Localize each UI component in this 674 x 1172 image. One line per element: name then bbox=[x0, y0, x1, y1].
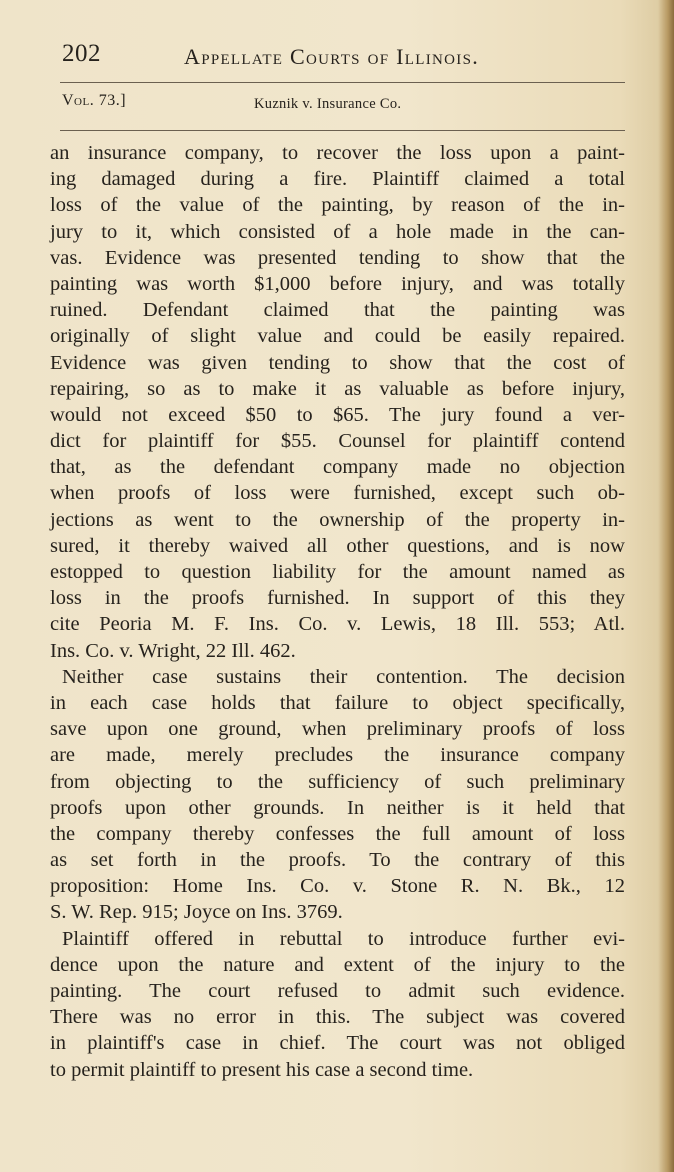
text-line: Evidence was given tending to show that the cost of bbox=[50, 351, 625, 374]
text-line: originally of slight value and could be easily repaired. bbox=[50, 325, 625, 348]
text-line: jections as went to the ownership of the property in- bbox=[50, 508, 625, 531]
text-line: vas. Evidence was presented tending to show that the bbox=[50, 246, 625, 269]
text-line: loss of the value of the painting, by reason of the in- bbox=[50, 194, 625, 217]
body-text bbox=[50, 140, 625, 1083]
running-header bbox=[62, 40, 622, 74]
text-line: the company thereby confesses the full amount of loss bbox=[50, 822, 625, 845]
text-line: ruined. Defendant claimed that the painting was bbox=[50, 299, 625, 322]
text-line: There was no error in this. The subject was covered bbox=[50, 1006, 625, 1029]
text-line: dict for plaintiff for $55. Counsel for plaintiff contend bbox=[50, 430, 625, 453]
text-line: ing damaged during a fire. Plaintiff claimed a total bbox=[50, 168, 625, 191]
text-line: proposition: Home Ins. Co. v. Stone R. N. Bk., 12 bbox=[50, 875, 625, 898]
text-line: S. W. Rep. 915; Joyce on Ins. 3769. bbox=[50, 901, 343, 924]
text-line: in each case holds that failure to object specifically, bbox=[50, 691, 625, 714]
text-line: dence upon the nature and extent of the injury to the bbox=[50, 953, 625, 976]
volume-label: Vol. 73.] bbox=[62, 92, 127, 109]
header-rule-bottom bbox=[60, 130, 625, 131]
text-line: are made, merely precludes the insurance company bbox=[50, 744, 625, 767]
text-line: sured, it thereby waived all other questions, and is now bbox=[50, 534, 625, 557]
text-line: when proofs of loss were furnished, except such ob- bbox=[50, 482, 625, 505]
text-line: loss in the proofs furnished. In support of this they bbox=[50, 587, 625, 610]
text-line: painting was worth $1,000 before injury, and was totally bbox=[50, 272, 625, 295]
text-line: to permit plaintiff to present his case a second time. bbox=[50, 1058, 474, 1081]
case-name: Kuznik v. Insurance Co. bbox=[254, 96, 402, 112]
page-spine-shadow bbox=[658, 0, 674, 1172]
text-line: Ins. Co. v. Wright, 22 Ill. 462. bbox=[50, 639, 296, 662]
sub-header bbox=[62, 90, 622, 118]
text-line: Neither case sustains their contention. The decision bbox=[62, 665, 625, 688]
text-line: Plaintiff offered in rebuttal to introduce further evi- bbox=[62, 927, 625, 950]
text-line: repairing, so as to make it as valuable as before injury, bbox=[50, 377, 625, 400]
text-line: as set forth in the proofs. To the contrary of this bbox=[50, 849, 625, 872]
text-line: would not exceed $50 to $65. The jury found a ver- bbox=[50, 403, 625, 426]
header-rule-top bbox=[60, 82, 625, 83]
text-line: cite Peoria M. F. Ins. Co. v. Lewis, 18 Ill. 553; Atl. bbox=[50, 613, 625, 636]
text-line: proofs upon other grounds. In neither is it held that bbox=[50, 796, 625, 819]
text-line: an insurance company, to recover the loss upon a paint- bbox=[50, 142, 625, 164]
text-line: that, as the defendant company made no objection bbox=[50, 456, 625, 479]
text-line: from objecting to the sufficiency of such preliminary bbox=[50, 770, 625, 793]
running-title: Appellate Courts of Illinois. bbox=[184, 44, 480, 69]
text-line: in plaintiff's case in chief. The court was not obliged bbox=[50, 1032, 625, 1055]
page-number: 202 bbox=[62, 40, 101, 67]
text-line: save upon one ground, when preliminary proofs of loss bbox=[50, 718, 625, 741]
text-line: painting. The court refused to admit such evidence. bbox=[50, 980, 625, 1002]
text-line: estopped to question liability for the amount named as bbox=[50, 561, 625, 583]
text-line: jury to it, which consisted of a hole made in the can- bbox=[50, 220, 625, 243]
